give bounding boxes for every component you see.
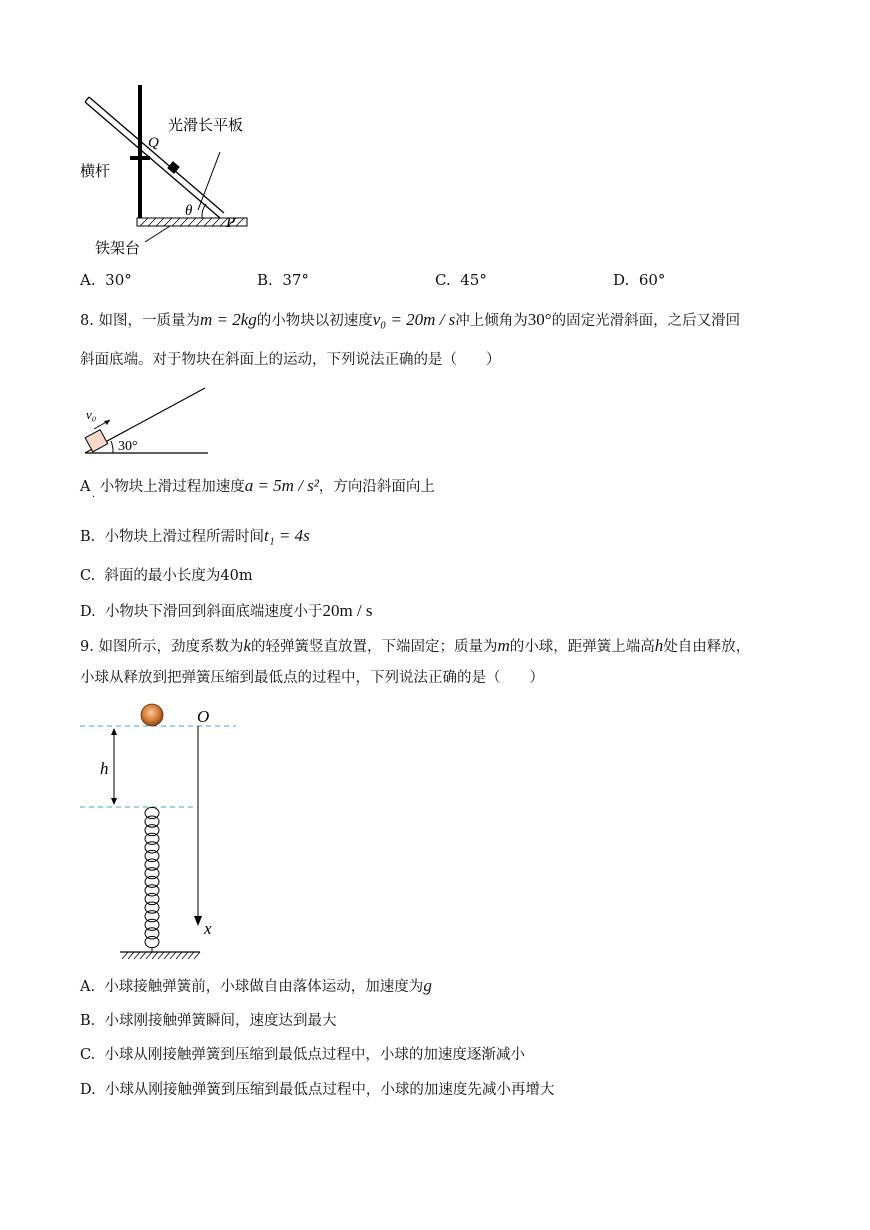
spring-coil bbox=[145, 807, 159, 818]
spring-coil bbox=[145, 902, 159, 913]
q7-figure bbox=[70, 80, 290, 265]
q7-option-b: B. 37° bbox=[257, 271, 309, 289]
block bbox=[85, 430, 108, 452]
spring-coil bbox=[145, 859, 159, 870]
q8-option-a: A 小物块上滑过程加速度a = 5m / s²，方向沿斜面向上 bbox=[80, 476, 435, 495]
stand-leader bbox=[145, 226, 170, 242]
q9-option-c: C. 小球从刚接触弹簧到压缩到最低点过程中，小球的加速度逐渐减小 bbox=[80, 1047, 525, 1063]
ground-hatch bbox=[122, 952, 200, 959]
q8-figure bbox=[80, 385, 220, 460]
label-o: O bbox=[197, 707, 210, 726]
q8-number: 8. bbox=[80, 313, 94, 329]
spring-coil bbox=[145, 850, 159, 861]
plate-leader bbox=[198, 152, 220, 210]
q8-option-d: D. 小物块下滑回到斜面底端速度小于20m / s bbox=[80, 601, 373, 620]
label-bar: 横杆 bbox=[80, 162, 111, 180]
spring-coil bbox=[145, 876, 159, 887]
q9-stem-line1: 9. 如图所示，劲度系数为k的轻弹簧竖直放置，下端固定；质量为m的小球，距弹簧上端高h处自由释放， bbox=[80, 636, 751, 655]
spring-coil bbox=[145, 919, 159, 930]
q8-option-c: C. 斜面的最小长度为40m bbox=[80, 568, 253, 584]
label-h: h bbox=[100, 759, 109, 778]
q8-option-b: B. 小物块上滑过程所需时间t₁ = 4s bbox=[80, 526, 310, 545]
spring-coil bbox=[145, 928, 159, 939]
stray-dot: · bbox=[92, 492, 96, 503]
q9-option-a: A. 小球接触弹簧前，小球做自由落体运动，加速度为g bbox=[80, 976, 432, 995]
q9-option-b: B. 小球刚接触弹簧瞬间，速度达到最大 bbox=[80, 1013, 337, 1029]
q9-option-d: D. 小球从刚接触弹簧到压缩到最低点过程中，小球的加速度先减小再增大 bbox=[80, 1082, 555, 1098]
spring-coil bbox=[145, 833, 159, 844]
label-stand: 铁架台 bbox=[95, 239, 141, 257]
label-plate: 光滑长平板 bbox=[168, 116, 244, 134]
label-q: Q bbox=[148, 135, 159, 151]
q9-stem-line2: 小球从释放到把弹簧压缩到最低点的过程中，下列说法正确的是（ ） bbox=[80, 670, 544, 686]
label-angle: 30° bbox=[118, 439, 138, 454]
q7-option-a: A. 30° bbox=[80, 271, 132, 289]
x-axis-arrowhead bbox=[194, 916, 202, 926]
q9-figure bbox=[78, 700, 248, 965]
spring-coil bbox=[145, 816, 159, 827]
spring-coil bbox=[145, 936, 159, 947]
spring-coil bbox=[145, 893, 159, 904]
spring bbox=[145, 807, 159, 952]
spring-coil bbox=[145, 885, 159, 896]
spring-coil bbox=[145, 911, 159, 922]
spring-coil bbox=[145, 868, 159, 879]
spring-coil bbox=[145, 842, 159, 853]
q8-stem-line2: 斜面底端。对于物块在斜面上的运动，下列说法正确的是（ ） bbox=[80, 352, 501, 368]
label-p: P bbox=[226, 215, 236, 231]
label-theta: θ bbox=[185, 203, 193, 219]
q8-stem-line1: 8. 如图，一质量为m = 2kg的小物块以初速度v₀ = 20m / s冲上倾角为30°的固定光滑斜面，之后又滑回 bbox=[80, 310, 741, 329]
block-on-plate bbox=[167, 161, 180, 174]
label-x: x bbox=[204, 919, 212, 938]
angle-arc bbox=[111, 441, 113, 453]
q9-number: 9. bbox=[80, 639, 94, 655]
label-v0: v₀ bbox=[86, 407, 97, 422]
spring-coil bbox=[145, 825, 159, 836]
q7-option-d: D. 60° bbox=[613, 271, 666, 289]
ball bbox=[141, 704, 163, 726]
q7-option-c: C. 45° bbox=[435, 271, 487, 289]
